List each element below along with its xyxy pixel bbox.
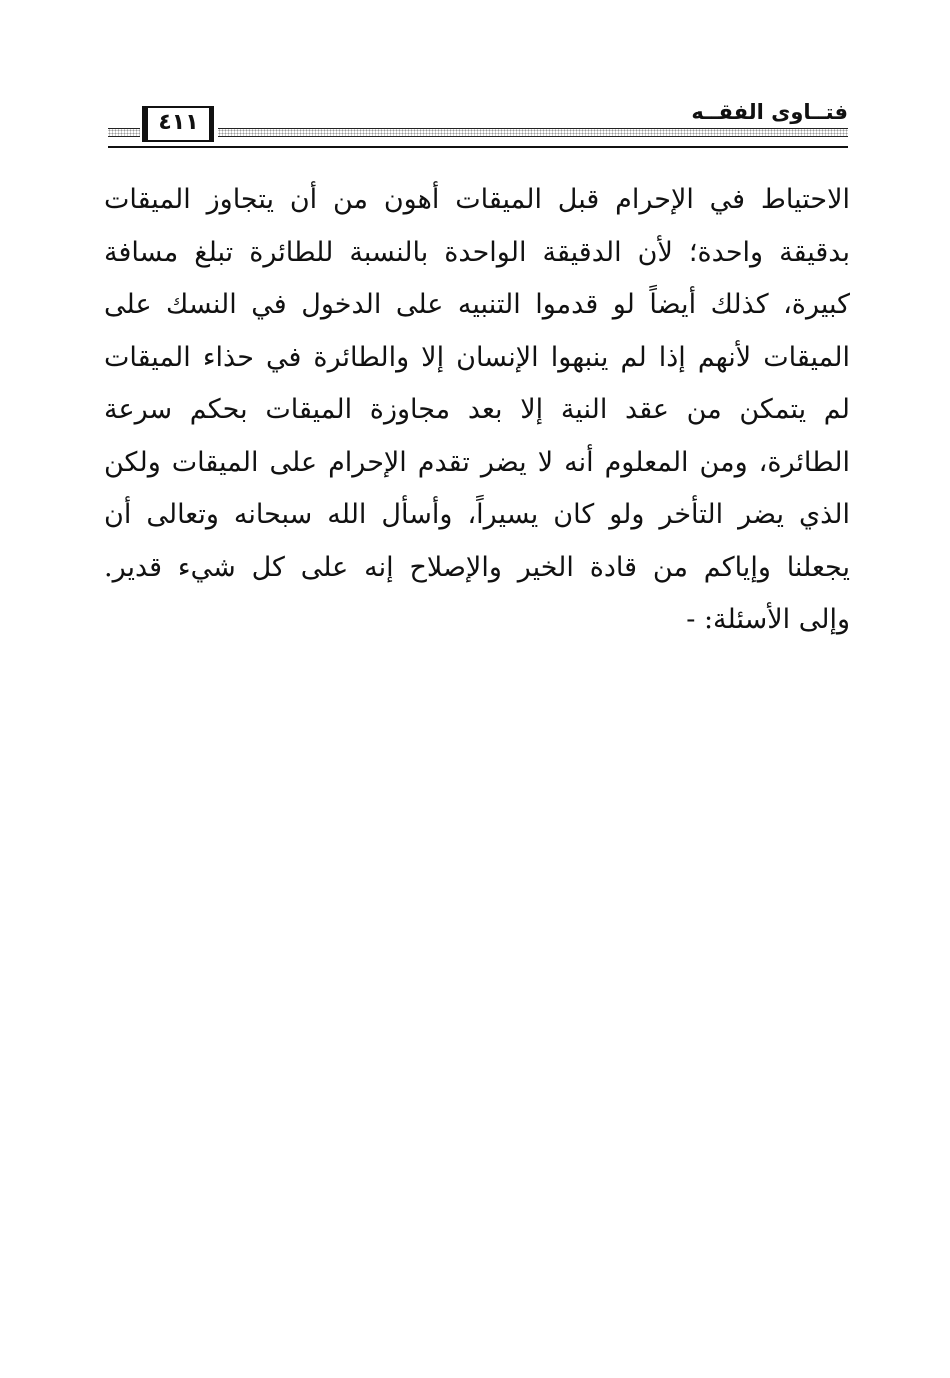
text-line: الطائرة، ومن المعلوم أنه لا يضر تقدم الإحرام على الميقات ولكن <box>104 446 850 478</box>
text-line: الاحتياط في الإحرام قبل الميقات أهون من أن يتجاوز الميقات <box>104 184 850 215</box>
body-text <box>104 174 850 647</box>
running-header <box>108 100 848 148</box>
text-line: الميقات لأنهم إذا لم ينبهوا الإنسان إلا والطائرة في حذاء الميقات <box>104 341 850 373</box>
header-rule-left <box>108 128 140 137</box>
text-line: لم يتمكن من عقد النية إلا بعد مجاوزة الميقات بحكم سرعة <box>104 394 850 425</box>
header-rule-right <box>218 128 848 137</box>
text-line: كبيرة، كذلك أيضاً لو قدموا التنبيه على الدخول في النسك على <box>104 289 850 320</box>
page-number: ٤١١ <box>142 106 214 142</box>
book-title: فتــاوى الفقــه <box>691 100 848 124</box>
text-line: وإلى الأسئلة: - <box>686 604 850 635</box>
text-line: الذي يضر التأخر ولو كان يسيراً، وأسأل الله سبحانه وتعالى أن <box>104 499 850 530</box>
text-line: يجعلنا وإياكم من قادة الخير والإصلاح إنه على كل شيء قدير. <box>104 551 850 583</box>
text-line: بدقيقة واحدة؛ لأن الدقيقة الواحدة بالنسبة للطائرة تبلغ مسافة <box>104 236 850 268</box>
header-divider <box>108 146 848 148</box>
